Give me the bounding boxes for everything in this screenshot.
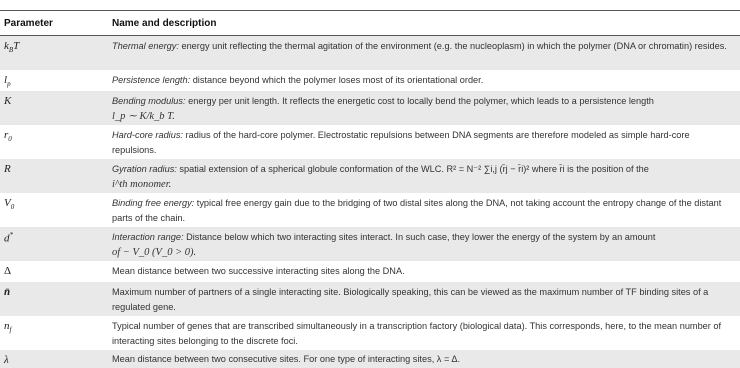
param-description: Interaction range: Distance below which two interacting sites interact. In such case, they lower the energy of the system by an amount of − V_0 (V_0 > 0). [112, 232, 656, 258]
param-description: Thermal energy: energy unit reflecting the thermal agitation of the environment (e.g. the nucleoplasm) in which the polymer (DNA or chromatin) resides. [112, 41, 727, 51]
table-row [0, 261, 740, 282]
param-symbol: $r_0$ [4, 129, 12, 144]
table-row [0, 193, 740, 227]
table-row [0, 316, 740, 350]
param-description: Mean distance between two consecutive sites. For one type of interacting sites, λ = Δ. [112, 354, 461, 364]
table-row [0, 36, 740, 70]
param-description: Bending modulus: energy per unit length. It reflects the energetic cost to locally bend the polymer, which leads to a persistence length l_p ∼ K/k_b T. [112, 96, 654, 122]
param-symbol: $n_f$ [4, 320, 12, 335]
param-description: Maximum number of partners of a single interacting site. Biologically speaking, this can be viewed as the maximum number of TF binding sites of a regulated gene. [112, 287, 709, 312]
table-header [0, 11, 740, 36]
param-description: Mean distance between two successive interacting sites along the DNA. [112, 266, 405, 276]
table-row [0, 159, 740, 193]
param-symbol: d* [4, 231, 13, 245]
param-symbol: n̄ [4, 286, 11, 298]
param-description: Gyration radius: spatial extension of a spherical globule conformation of the WLC. R² = N⁻² ∑i,j (r̄j − r̄i)² where r̄i is the position of the i^th monomer. [112, 164, 649, 190]
param-symbol: $V_0$ [4, 197, 15, 212]
header-name-description: Name and description [112, 18, 217, 29]
param-description: Typical number of genes that are transcribed simultaneously in a transcription factory (biological data). This corresponds, here, to the mean number of interacting sites belonging to the discrete foci. [112, 321, 722, 346]
param-symbol: R [4, 163, 11, 175]
param-description: Hard-core radius: radius of the hard-core polymer. Electrostatic repulsions between DNA segments are therefore modeled as simple hard-core repulsions. [112, 130, 690, 155]
table-row [0, 70, 740, 91]
table-row [0, 227, 740, 261]
table-row [0, 350, 740, 368]
header-parameter: Parameter [4, 18, 53, 29]
table-row [0, 91, 740, 125]
param-symbol: K [4, 95, 12, 107]
table-row [0, 125, 740, 159]
param-symbol: λ [4, 354, 9, 366]
table-row [0, 282, 740, 316]
param-description: Persistence length: distance beyond which the polymer loses most of its orientational order. [112, 75, 484, 85]
param-description: Binding free energy: typical free energy gain due to the bridging of two distal sites along the DNA, not taking account the entropy change of the distant parts of the chain. [112, 198, 722, 223]
param-symbol: $k_BT$ [4, 40, 20, 55]
param-symbol: Δ [4, 265, 12, 277]
param-symbol: $l_p$ [4, 74, 11, 89]
